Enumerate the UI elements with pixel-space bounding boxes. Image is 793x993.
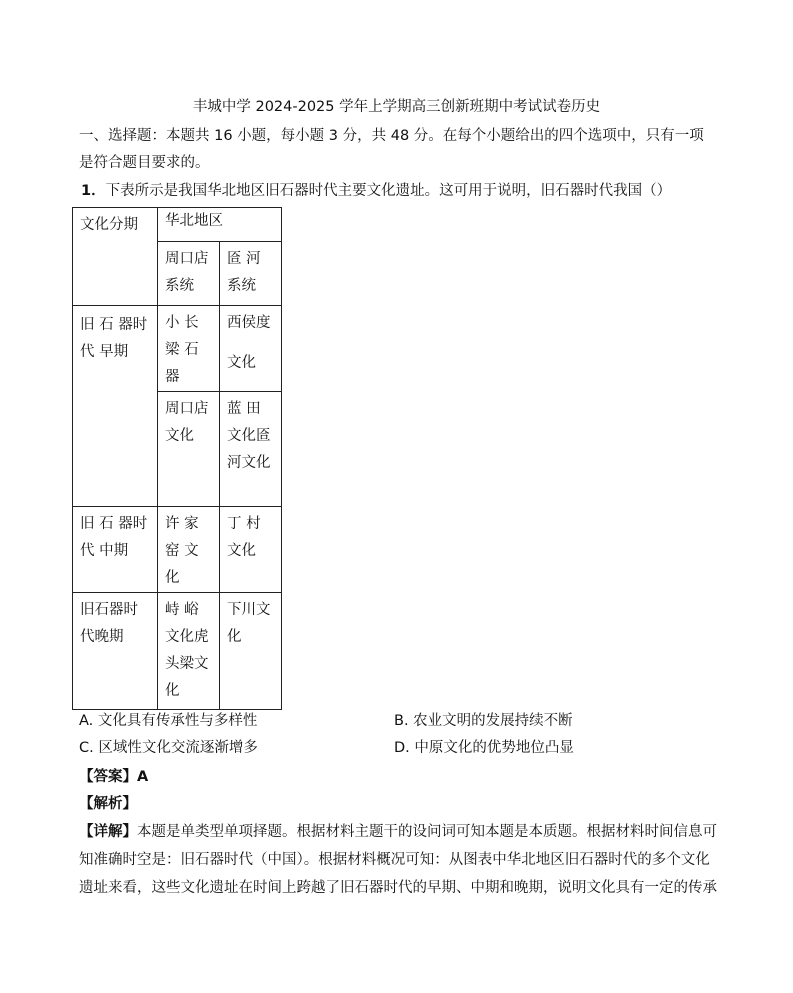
option-d[interactable]: D. 中原文化的优势地位凸显 [394, 740, 574, 756]
detail-label: 【详解】 [79, 824, 137, 840]
site-lantian-kehe: 蓝 田文化匼 河文化 [220, 392, 282, 507]
question-number: 1． [81, 183, 106, 199]
period-late-cell: 旧石器时代晚期 [73, 593, 158, 710]
site-zhoukoudian: 周口店文化 [158, 392, 220, 507]
exam-title: 丰城中学 2024-2025 学年上学期高三创新班期中考试试卷历史 [192, 99, 601, 115]
question-1-stem [81, 179, 671, 200]
option-c[interactable]: C. 区域性文化交流逐渐增多 [79, 740, 258, 756]
site-xiachuan: 下川文化 [220, 593, 282, 710]
detail-line2: 知准确时空是：旧石器时代（中国）。根据材料概况可知：从图表中华北地区旧石器时代的多个文化 [79, 852, 710, 868]
detail-line3: 遗址来看，这些文化遗址在时间上跨越了旧石器时代的早期、中期和晚期，说明文化具有一定的传承 [79, 880, 717, 896]
site-xujiayao: 许 家窑 文化 [158, 507, 220, 593]
period-middle-cell: 旧 石 器时 代 中期 [73, 507, 158, 593]
header-period-cell: 文化分期 [73, 208, 158, 306]
subheader-zhoukoudian-system: 周口店系统 [158, 242, 220, 306]
header-region-cell: 华北地区 [158, 208, 282, 242]
analysis-label: 【解析】 [79, 796, 137, 812]
question-text: 下表所示是我国华北地区旧石器时代主要文化遗址。这可用于说明，旧石器时代我国（） [105, 183, 672, 199]
section-instructions-line1: 一、选择题：本题共 16 小题，每小题 3 分，共 48 分。在每个小题给出的四个选项中，只有一项 [79, 128, 704, 144]
answer-label: 【答案】 [79, 769, 137, 785]
period-early-cell: 旧 石 器时 代 早期 [73, 306, 158, 507]
site-dingcun: 丁 村文化 [220, 507, 282, 593]
culture-sites-table [72, 207, 282, 710]
site-xihoudu: 西侯度 文化 [220, 306, 282, 392]
detail-line1: 【详解】本题是单类型单项择题。根据材料主题干的设问词可知本题是本质题。根据材料时间信息可 [79, 824, 717, 840]
site-xiaochangliang: 小 长梁 石器 [158, 306, 220, 392]
option-a[interactable]: A. 文化具有传承性与多样性 [79, 713, 258, 729]
subheader-kehe-system: 匼 河系统 [220, 242, 282, 306]
option-b[interactable]: B. 农业文明的发展持续不断 [394, 713, 573, 729]
section-instructions-line2: 是符合题目要求的。 [79, 155, 210, 171]
answer-value: A [137, 769, 149, 785]
answer-line [79, 765, 148, 786]
site-shiyu-hutouliang: 峙 峪文化虎头梁文化 [158, 593, 220, 710]
